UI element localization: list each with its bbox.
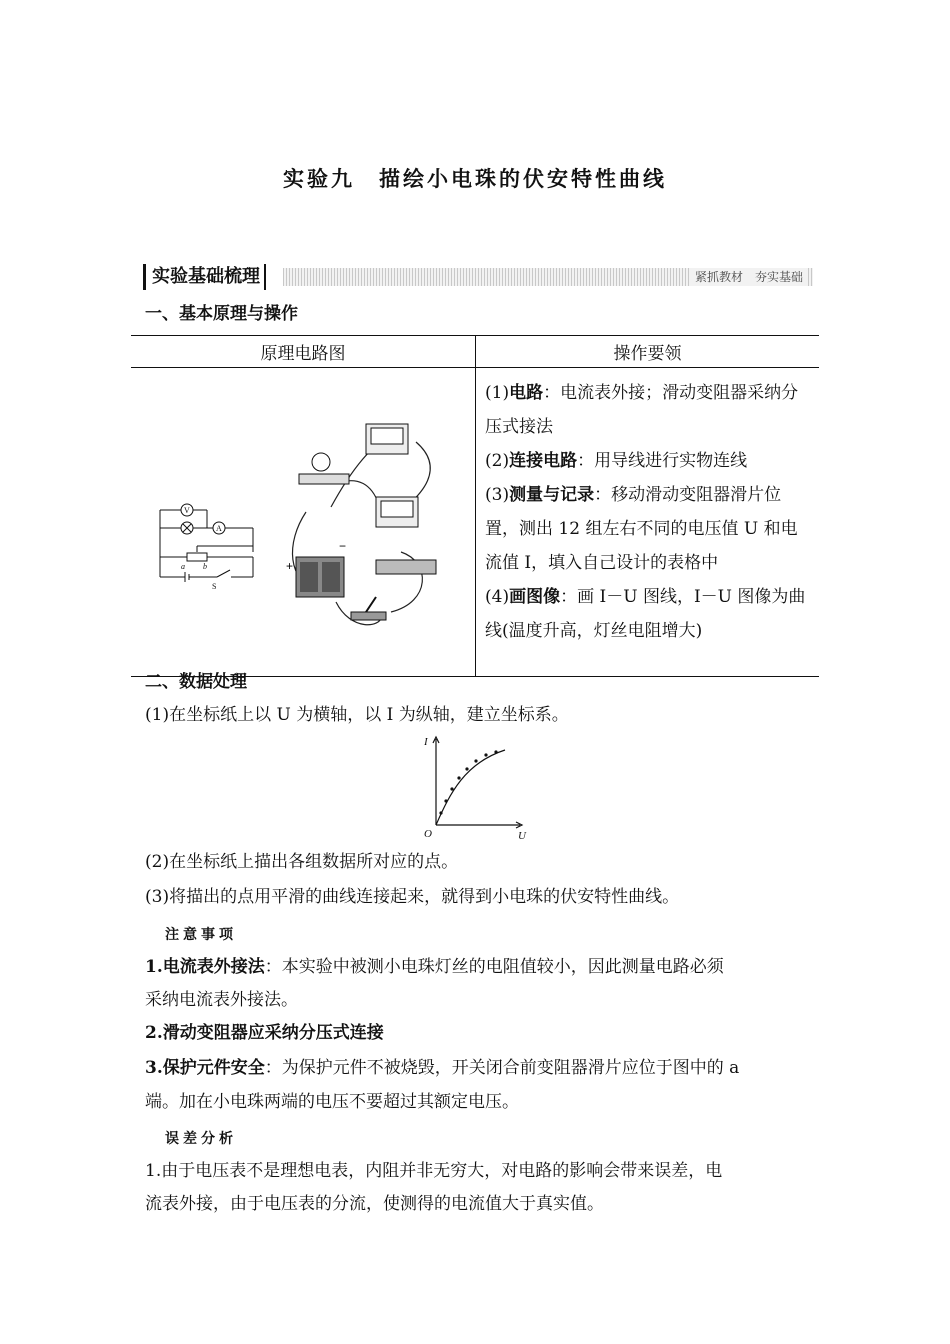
graph-x-label: U [518, 830, 526, 842]
section-label: 实验基础梳理 [143, 264, 266, 290]
page-title: 实验九 描绘小电珠的伏安特性曲线 [283, 166, 667, 191]
switch-label: S [212, 582, 217, 591]
iu-graph [420, 733, 535, 843]
note-1-cont: 采纳电流表外接法。 [145, 990, 298, 1010]
rheostat-end-b: b [203, 562, 207, 571]
op-4: (4)画图像：画 I－U 图线，I－U 图像为曲线(温度升高，灯丝电阻增大) [485, 587, 806, 641]
op-2: (2)连接电路：用导线进行实物连线 [485, 451, 748, 471]
errors-heading: 误差分析 [165, 1131, 237, 1147]
table-header-ops: 操作要领 [476, 336, 820, 368]
circuit-schematic [155, 492, 265, 592]
switch-icon [351, 612, 386, 620]
part2-step1: (1)在坐标纸上以 U 为横轴，以 I 为纵轴，建立坐标系。 [145, 705, 569, 725]
rheostat-end-a: a [181, 562, 185, 571]
ammeter-label: A [216, 524, 222, 533]
part2-heading: 二、数据处理 [145, 672, 247, 692]
battery-minus-label: − [339, 539, 347, 553]
note-3-cont: 端。加在小电珠两端的电压不要超过其额定电压。 [145, 1092, 519, 1112]
part2-step3: (3)将描出的点用平滑的曲线连接起来，就得到小电珠的伏安特性曲线。 [145, 887, 680, 907]
principle-table [131, 335, 819, 677]
op-3: (3)测量与记录：移动滑动变阻器滑片位置，测出 12 组左右不同的电压值 U 和电流值 I，填入自己设计的表格中 [485, 485, 798, 573]
note-2: 2.滑动变阻器应采纳分压式连接 [145, 1023, 384, 1043]
graph-y-label: I [424, 736, 428, 748]
battery-plus-label: + [286, 559, 294, 573]
note-3: 3.保护元件安全：为保护元件不被烧毁，开关闭合前变阻器滑片应位于图中的 a [145, 1058, 740, 1078]
voltmeter-label: V [184, 506, 190, 515]
apparatus-illustration [281, 412, 461, 632]
part2-step2: (2)在坐标纸上描出各组数据所对应的点。 [145, 852, 459, 872]
section-banner [143, 264, 813, 290]
section-tag: 紧抓教材 夯实基础 [691, 268, 807, 286]
part1-heading: 一、基本原理与操作 [145, 304, 298, 324]
op-1: (1)电路：电流表外接；滑动变阻器采纳分压式接法 [485, 383, 799, 437]
bulb-base [299, 474, 349, 484]
bulb-icon [312, 453, 330, 471]
error-1-cont: 流表外接，由于电压表的分流，使测得的电流值大于真实值。 [145, 1194, 604, 1214]
table-header-circuit: 原理电路图 [131, 336, 476, 368]
rheostat-icon [376, 560, 436, 574]
note-1: 1.电流表外接法：本实验中被测小电珠灯丝的电阻值较小，因此测量电路必须 [145, 957, 724, 977]
ops-cell [476, 368, 820, 677]
graph-origin-label: O [424, 828, 432, 840]
circuit-cell [131, 368, 476, 677]
error-1: 1.由于电压表不是理想电表，内阻并非无穷大，对电路的影响会带来误差，电 [145, 1161, 723, 1181]
notes-heading: 注意事项 [165, 927, 237, 943]
